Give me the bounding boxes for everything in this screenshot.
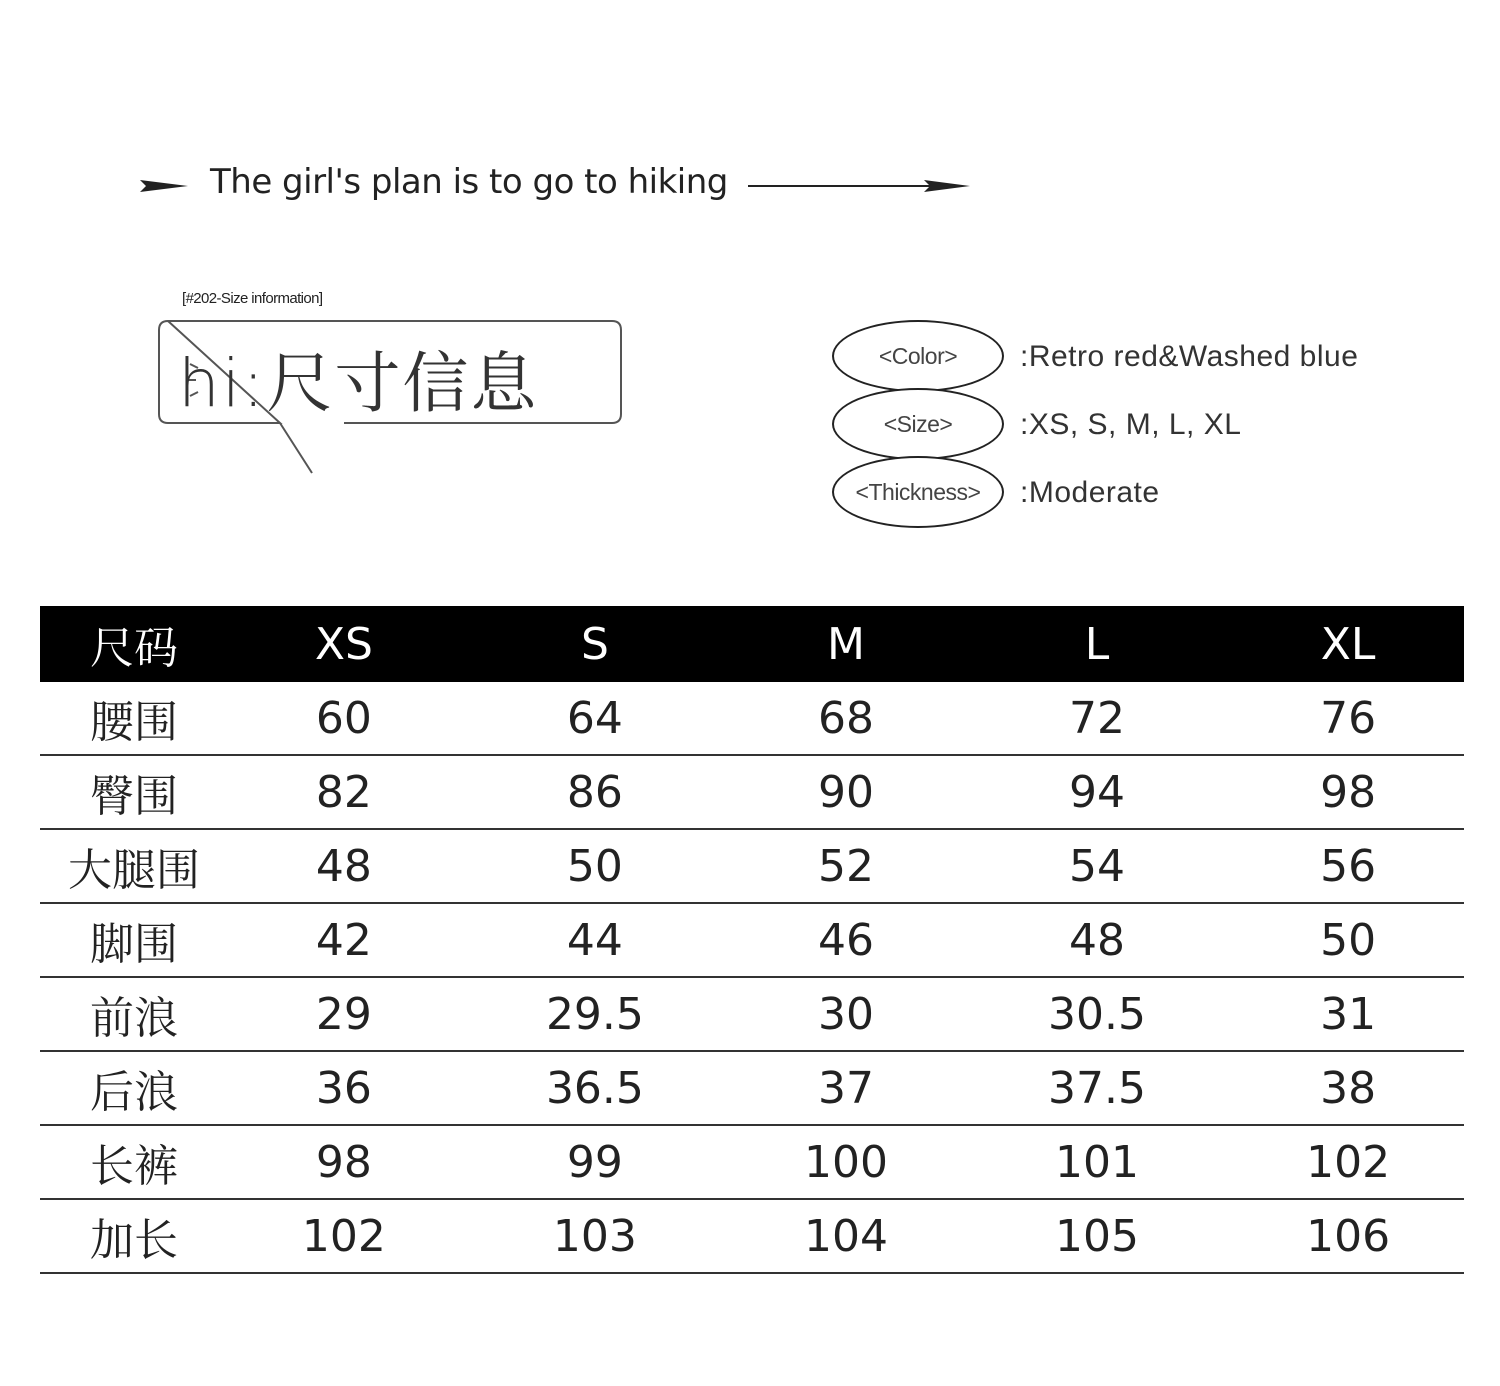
header-cell: L xyxy=(962,606,1232,682)
table-cell: 46 xyxy=(730,903,962,977)
table-cell: 54 xyxy=(962,829,1232,903)
table-cell: 30.5 xyxy=(962,977,1232,1051)
table-cell: 29 xyxy=(228,977,460,1051)
table-row xyxy=(40,755,1464,829)
table-cell: 31 xyxy=(1232,977,1464,1051)
table-cell: 82 xyxy=(228,755,460,829)
spec-label-oval: <Size> xyxy=(832,388,1004,460)
size-info-title: hi:尺寸信息 xyxy=(178,345,539,422)
table-cell: 50 xyxy=(460,829,730,903)
table-cell: 42 xyxy=(228,903,460,977)
table-cell: 72 xyxy=(962,682,1232,755)
row-label: 大腿围 xyxy=(40,829,228,903)
spec-value: :Moderate xyxy=(1020,476,1160,509)
size-table xyxy=(40,606,1464,1274)
table-cell: 106 xyxy=(1232,1199,1464,1273)
table-cell: 98 xyxy=(228,1125,460,1199)
table-row xyxy=(40,1051,1464,1125)
row-label: 腰围 xyxy=(40,682,228,755)
spec-label-oval: <Color> xyxy=(832,320,1004,392)
table-cell: 100 xyxy=(730,1125,962,1199)
row-label: 前浪 xyxy=(40,977,228,1051)
table-row xyxy=(40,1199,1464,1273)
speech-bubble xyxy=(156,318,626,483)
table-cell: 99 xyxy=(460,1125,730,1199)
table-cell: 104 xyxy=(730,1199,962,1273)
table-cell: 102 xyxy=(228,1199,460,1273)
arrow-right-icon xyxy=(140,178,188,194)
table-cell: 60 xyxy=(228,682,460,755)
table-cell: 102 xyxy=(1232,1125,1464,1199)
table-cell: 68 xyxy=(730,682,962,755)
row-label: 脚围 xyxy=(40,903,228,977)
table-cell: 86 xyxy=(460,755,730,829)
table-cell: 48 xyxy=(962,903,1232,977)
header-cell: XS xyxy=(228,606,460,682)
row-label: 臀围 xyxy=(40,755,228,829)
table-row xyxy=(40,977,1464,1051)
table-cell: 98 xyxy=(1232,755,1464,829)
table-cell: 76 xyxy=(1232,682,1464,755)
spec-value: :Retro red&Washed blue xyxy=(1020,340,1359,373)
table-cell: 48 xyxy=(228,829,460,903)
table-cell: 37 xyxy=(730,1051,962,1125)
tagline-text: The girl's plan is to go to hiking xyxy=(210,162,728,202)
table-cell: 90 xyxy=(730,755,962,829)
row-label: 加长 xyxy=(40,1199,228,1273)
table-cell: 38 xyxy=(1232,1051,1464,1125)
table-cell: 105 xyxy=(962,1199,1232,1273)
size-info-tag: [#202-Size information] xyxy=(182,290,323,307)
table-cell: 44 xyxy=(460,903,730,977)
spec-value: :XS, S, M, L, XL xyxy=(1020,408,1242,441)
spec-thickness xyxy=(832,456,1472,532)
header-cell: XL xyxy=(1232,606,1464,682)
row-label: 后浪 xyxy=(40,1051,228,1125)
spec-color xyxy=(832,320,1472,396)
table-header-row xyxy=(40,606,1464,682)
spec-size xyxy=(832,388,1472,464)
table-row xyxy=(40,829,1464,903)
header-cell: 尺码 xyxy=(40,606,228,682)
table-cell: 37.5 xyxy=(962,1051,1232,1125)
table-cell: 94 xyxy=(962,755,1232,829)
table-cell: 64 xyxy=(460,682,730,755)
spec-label-oval: <Thickness> xyxy=(832,456,1004,528)
table-cell: 103 xyxy=(460,1199,730,1273)
header-cell: S xyxy=(460,606,730,682)
table-cell: 50 xyxy=(1232,903,1464,977)
tagline xyxy=(140,160,980,210)
table-cell: 29.5 xyxy=(460,977,730,1051)
table-row xyxy=(40,1125,1464,1199)
long-arrow-icon xyxy=(748,178,970,194)
table-cell: 52 xyxy=(730,829,962,903)
header-cell: M xyxy=(730,606,962,682)
table-cell: 36 xyxy=(228,1051,460,1125)
table-cell: 101 xyxy=(962,1125,1232,1199)
row-label: 长裤 xyxy=(40,1125,228,1199)
table-cell: 30 xyxy=(730,977,962,1051)
table-cell: 36.5 xyxy=(460,1051,730,1125)
table-row xyxy=(40,903,1464,977)
table-cell: 56 xyxy=(1232,829,1464,903)
table-row xyxy=(40,682,1464,755)
